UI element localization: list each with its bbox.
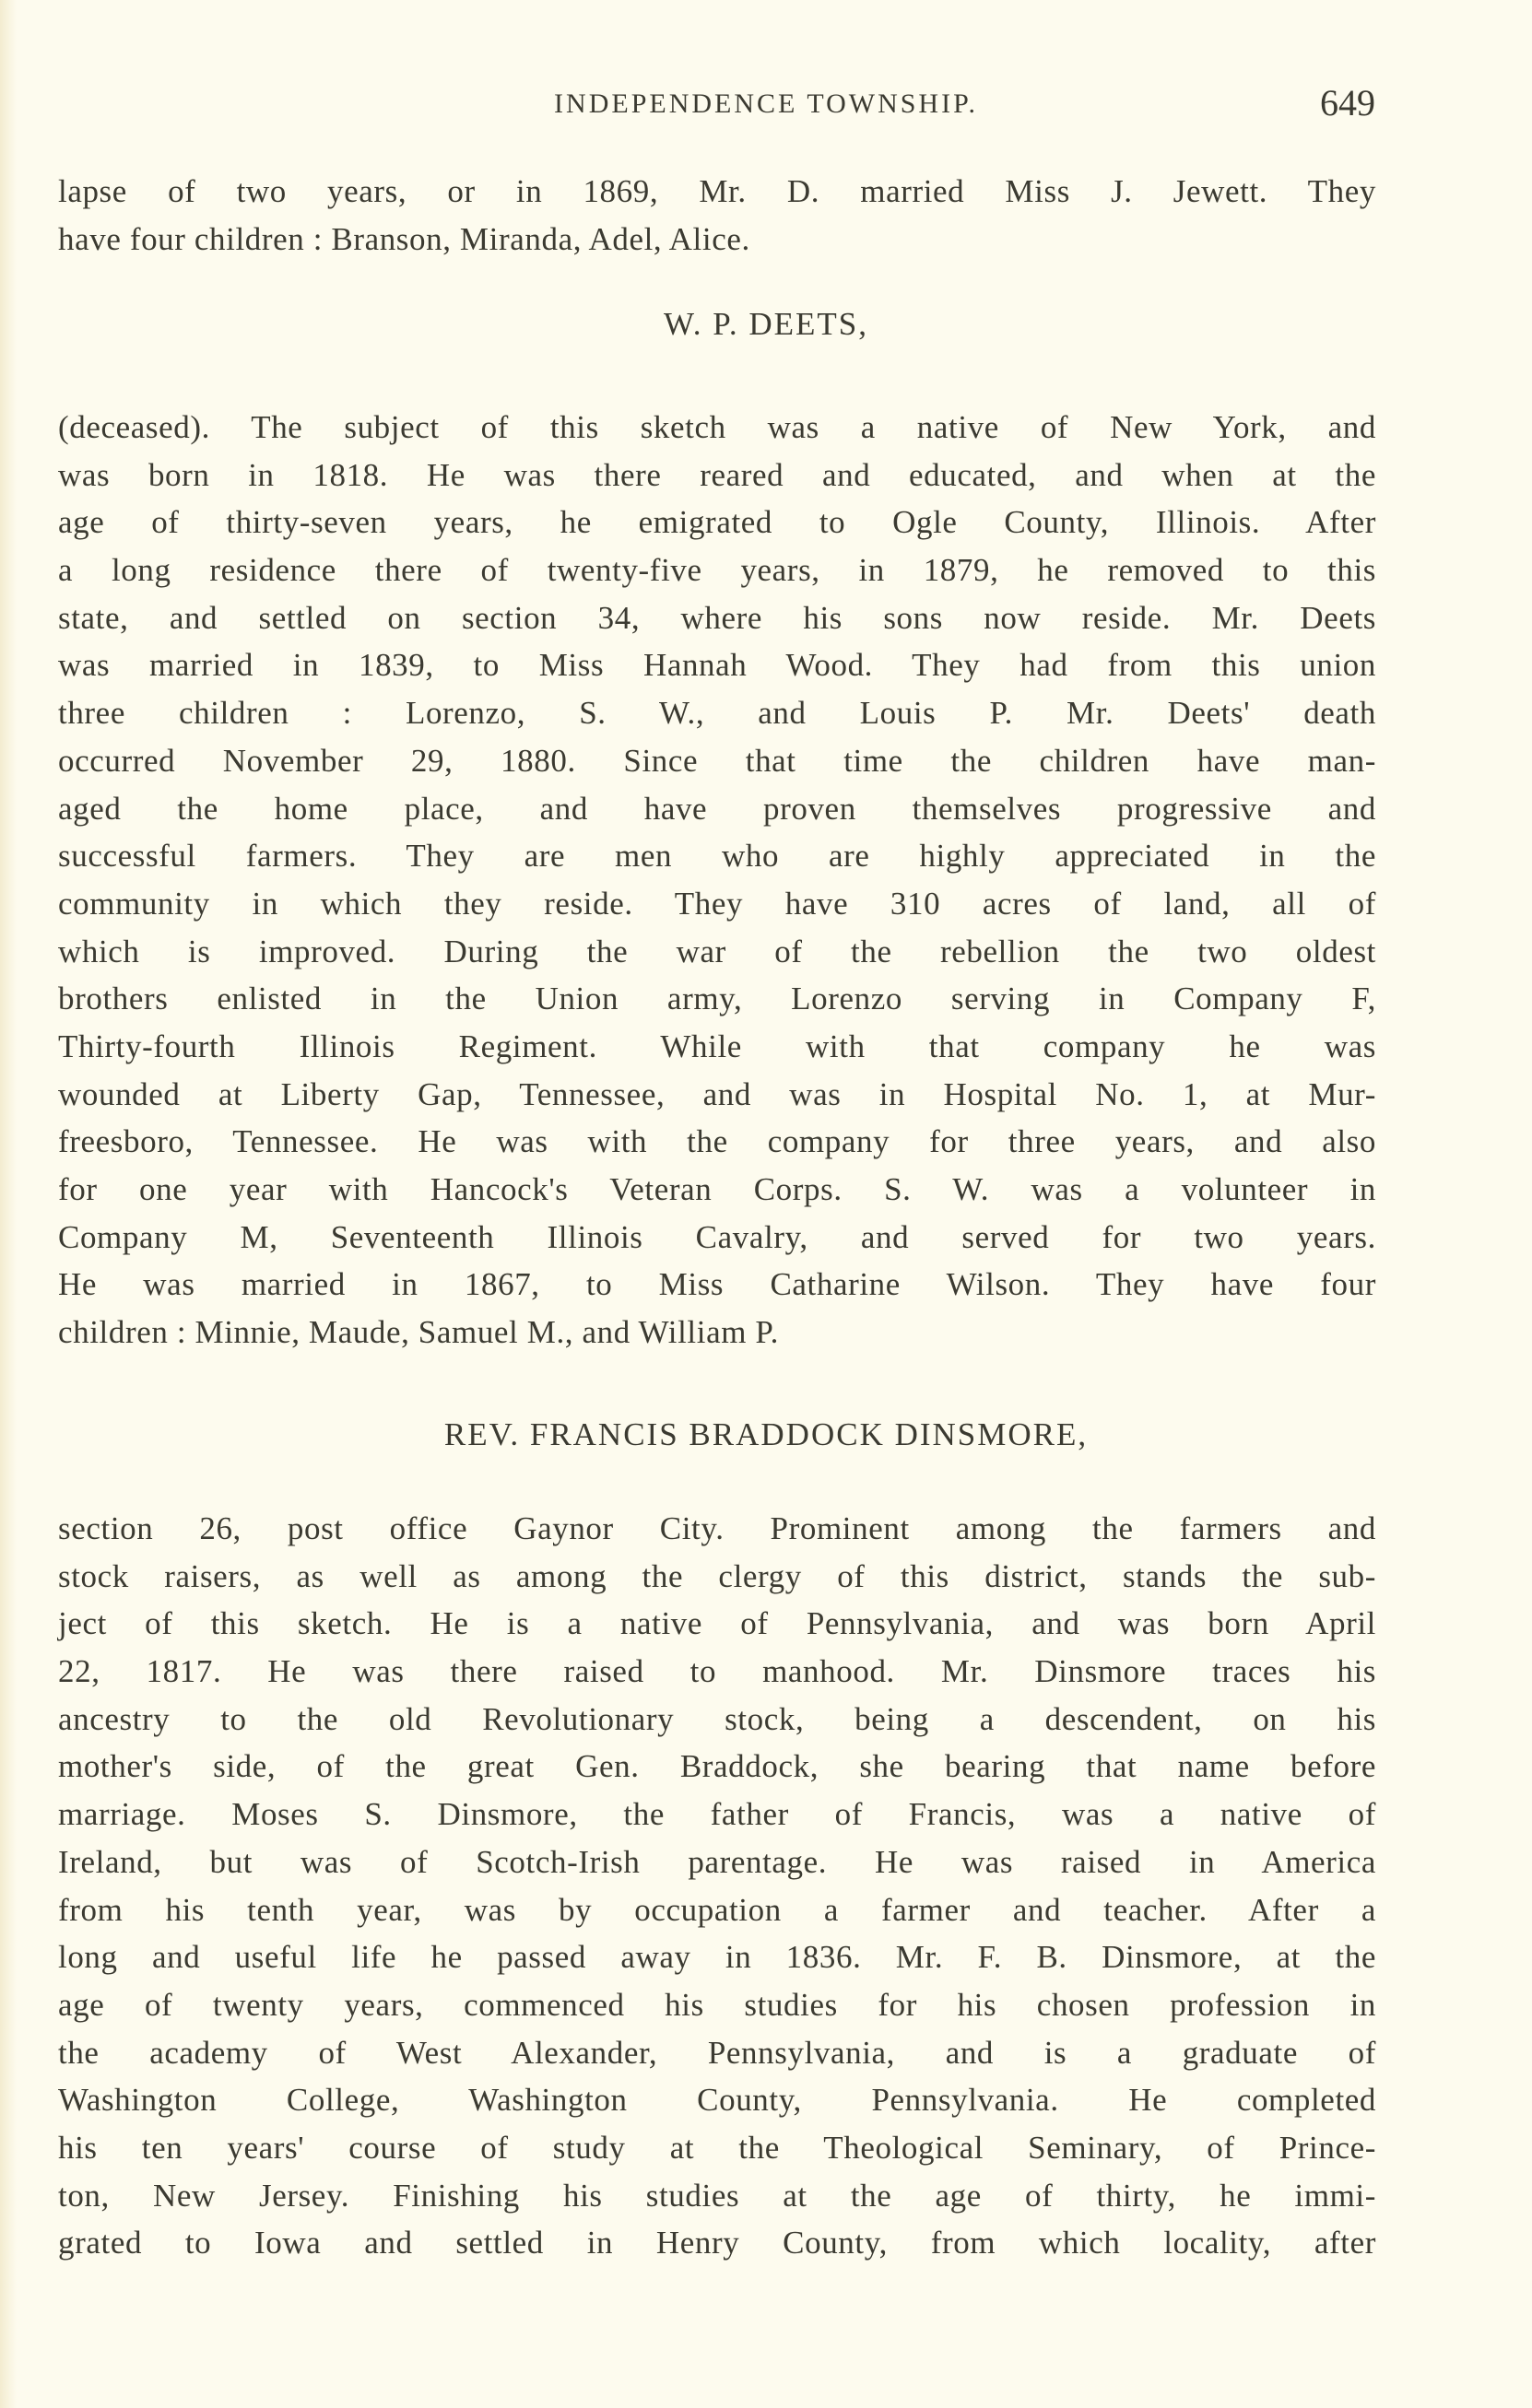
text-line: Washington College, Washington County, Pennsylvania. He completed	[58, 2082, 1376, 2119]
intro-paragraph	[58, 168, 1376, 263]
text-line: grated to Iowa and settled in Henry County, from which locality, after	[58, 2225, 1376, 2261]
dinsmore-paragraph	[58, 1505, 1376, 2267]
text-line: was married in 1839, to Miss Hannah Wood. They had from this union	[58, 647, 1376, 684]
section-heading-dinsmore: REV. FRANCIS BRADDOCK DINSMORE,	[443, 1416, 1089, 1452]
text-line: lapse of two years, or in 1869, Mr. D. married Miss J. Jewett. They	[58, 173, 1376, 209]
text-line: successful farmers. They are men who are highly appreciated in the	[58, 838, 1376, 875]
section-heading-deets: W. P. DEETS,	[663, 306, 869, 342]
text-line: Ireland, but was of Scotch-Irish parentage. He was raised in America	[58, 1843, 1376, 1880]
text-line: for one year with Hancock's Veteran Corps. S. W. was a volunteer in	[58, 1171, 1376, 1207]
text-line: age of twenty years, commenced his studies for his chosen profession in	[58, 1986, 1376, 2023]
text-line: mother's side, of the great Gen. Braddock, she bearing that name before	[58, 1748, 1376, 1785]
text-line: from his tenth year, was by occupation a farmer and teacher. After a	[58, 1891, 1376, 1928]
text-line: section 26, post office Gaynor City. Prominent among the farmers and	[58, 1510, 1376, 1546]
text-line: his ten years' course of study at the Theological Seminary, of Prince-	[58, 2129, 1376, 2166]
text-line: a long residence there of twenty-five years, in 1879, he removed to this	[58, 552, 1376, 589]
text-line: freesboro, Tennessee. He was with the company for three years, and also	[58, 1123, 1376, 1160]
text-line: marriage. Moses S. Dinsmore, the father of Francis, was a native of	[58, 1796, 1376, 1833]
text-line: 22, 1817. He was there raised to manhood. Mr. Dinsmore traces his	[58, 1653, 1376, 1690]
text-line: community in which they reside. They have 310 acres of land, all of	[58, 885, 1376, 922]
text-line: was born in 1818. He was there reared and educated, and when at the	[58, 456, 1376, 493]
text-line: wounded at Liberty Gap, Tennessee, and was in Hospital No. 1, at Mur-	[58, 1075, 1376, 1112]
text-line: stock raisers, as well as among the clergy of this district, stands the sub-	[58, 1557, 1376, 1594]
deets-paragraph	[58, 404, 1376, 1357]
text-line: children : Minnie, Maude, Samuel M., and William P.	[58, 1314, 779, 1351]
text-line: Company M, Seventeenth Illinois Cavalry, and served for two years.	[58, 1218, 1376, 1255]
text-line: ton, New Jersey. Finishing his studies at the age of thirty, he immi-	[58, 2177, 1376, 2214]
text-line: have four children : Branson, Miranda, Adel, Alice.	[58, 220, 750, 257]
text-line: long and useful life he passed away in 1836. Mr. F. B. Dinsmore, at the	[58, 1939, 1376, 1976]
text-line: (deceased). The subject of this sketch was a native of New York, and	[58, 409, 1376, 445]
page-edge-shading	[0, 0, 17, 2408]
text-line: occurred November 29, 1880. Since that time the children have man-	[58, 742, 1376, 779]
text-line: Thirty-fourth Illinois Regiment. While with that company he was	[58, 1028, 1376, 1064]
text-line: state, and settled on section 34, where his sons now reside. Mr. Deets	[58, 599, 1376, 636]
text-line: which is improved. During the war of the rebellion the two oldest	[58, 933, 1376, 969]
text-line: age of thirty-seven years, he emigrated to Ogle County, Illinois. After	[58, 504, 1376, 541]
text-line: ject of this sketch. He is a native of Pennsylvania, and was born April	[58, 1605, 1376, 1642]
text-line: ancestry to the old Revolutionary stock, being a descendent, on his	[58, 1700, 1376, 1737]
text-line: He was married in 1867, to Miss Catharine Wilson. They have four	[58, 1266, 1376, 1303]
text-line: the academy of West Alexander, Pennsylvania, and is a graduate of	[58, 2034, 1376, 2071]
text-line: brothers enlisted in the Union army, Lorenzo serving in Company F,	[58, 981, 1376, 1017]
running-title: INDEPENDENCE TOWNSHIP.	[554, 88, 978, 119]
page-number: 649	[1320, 82, 1375, 123]
text-line: aged the home place, and have proven themselves progressive and	[58, 790, 1376, 827]
text-line: three children : Lorenzo, S. W., and Louis P. Mr. Deets' death	[58, 695, 1376, 732]
